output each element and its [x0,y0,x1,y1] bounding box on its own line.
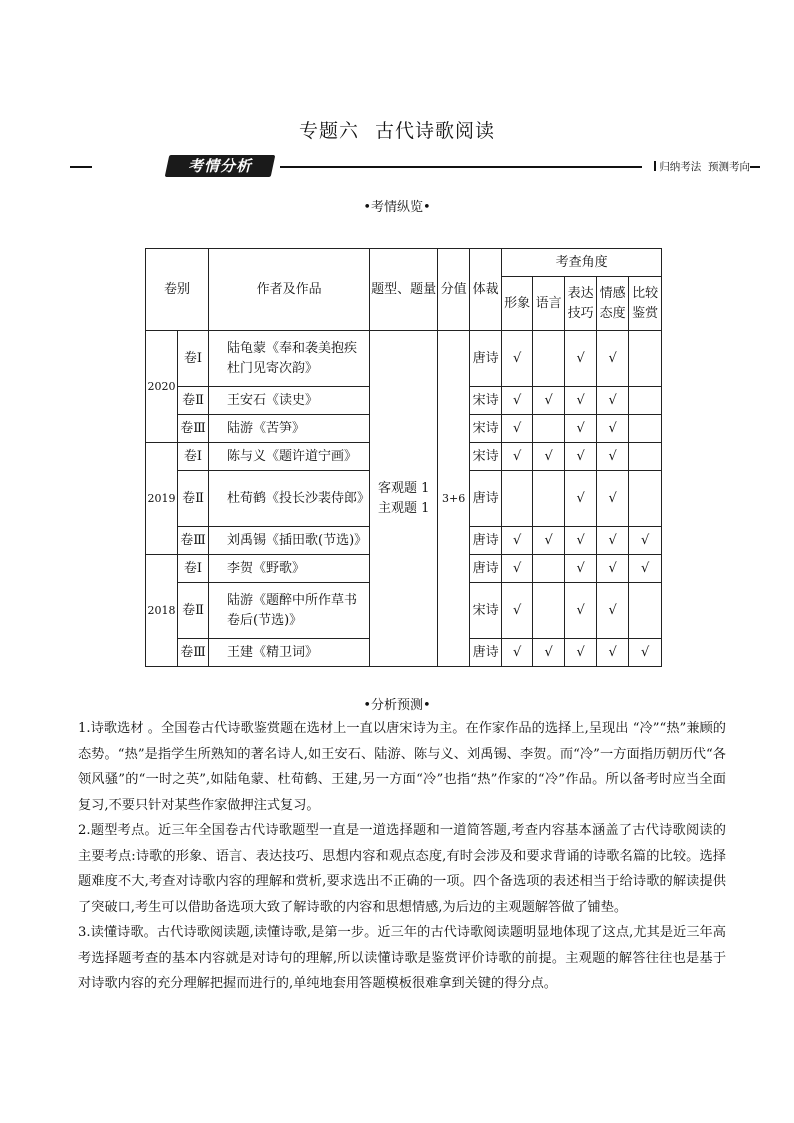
title-part2: 古代诗歌阅读 [375,120,496,142]
check-yuyan [533,415,565,443]
check-yuyan [533,555,565,583]
check-biaoda: √ [565,415,597,443]
check-yuyan: √ [533,639,565,667]
check-biaoda: √ [565,331,597,387]
ticai-cell: 宋诗 [470,443,502,471]
check-qinggan: √ [597,331,629,387]
check-yuyan: √ [533,387,565,415]
paragraph-1: 1.诗歌选材 。全国卷古代诗歌鉴赏题在选材上一直以唐宋诗为主。在作家作品的选择上,呈现出 “冷”“热”兼顾的态势。“热”是指学生所熟知的著名诗人,如王安石、陆游、陈与义、刘禹锡、李贺。而“冷”一方面指历朝历代“各领风骚”的“一时之英”,如陆龟蒙、杜荀鹤、王建,另一方面“冷”也指“热”作家的“冷”作品。所以备考时应当全面复习,不要只针对某些作家做押注式复习。 [78,721,726,813]
check-biaoda: √ [565,471,597,527]
check-bijiao [629,415,662,443]
juan-cell: 卷Ⅲ [178,527,209,555]
check-bijiao [629,331,662,387]
header-zuozhe: 作者及作品 [209,249,370,331]
check-xingxiang [502,471,533,527]
check-bijiao: √ [629,527,662,555]
header-juanbie: 卷别 [146,249,209,331]
check-yuyan: √ [533,527,565,555]
check-qinggan: √ [597,639,629,667]
check-biaoda: √ [565,527,597,555]
check-biaoda: √ [565,555,597,583]
check-biaoda: √ [565,583,597,639]
juan-cell: 卷Ⅲ [178,639,209,667]
work-cell: 刘禹锡《插田歌(节选)》 [209,527,370,555]
juan-cell: 卷Ⅱ [178,387,209,415]
header-yuyan: 语言 [533,277,565,331]
check-xingxiang: √ [502,583,533,639]
year-cell: 2018 [146,555,178,667]
header-xingxiang: 形象 [502,277,533,331]
banner-line [280,166,642,168]
check-xingxiang: √ [502,415,533,443]
ticai-cell: 唐诗 [470,639,502,667]
header-qinggan: 情感态度 [597,277,629,331]
banner-tail-line [750,166,760,168]
fenzhi-cell: 3+6 [438,331,470,667]
check-xingxiang: √ [502,555,533,583]
paragraph-3: 3.读懂诗歌。古代诗歌阅读题,读懂诗歌,是第一步。近三年的古代诗歌阅读题明显地体现了这点,尤其是近三年高考选择题考查的基本内容就是对诗句的理解,所以读懂诗歌是鉴赏评价诗歌的前提。主观题的解答往往也是基于对诗歌内容的充分理解把握而进行的,单纯地套用答题模板很难拿到关键的得分点。 [78,925,726,991]
work-cell: 陆游《题醉中所作草书卷后(节选)》 [209,583,370,639]
check-yuyan: √ [533,443,565,471]
check-bijiao [629,583,662,639]
work-cell: 王安石《读史》 [209,387,370,415]
check-biaoda: √ [565,639,597,667]
work-cell: 李贺《野歌》 [209,555,370,583]
check-qinggan: √ [597,443,629,471]
check-qinggan: √ [597,527,629,555]
juan-cell: 卷Ⅰ [178,331,209,387]
check-qinggan: √ [597,583,629,639]
paragraph-2: 2.题型考点。近三年全国卷古代诗歌题型一直是一道选择题和一道简答题,考查内容基本涵盖了古代诗歌阅读的主要考点:诗歌的形象、语言、表达技巧、思想内容和观点态度,有时会涉及和要求背诵的诗歌名篇的比较。选择题难度不大,考查对诗歌内容的理解和赏析,要求选出不正确的一项。四个备选项的表述相当于给诗歌的解读提供了突破口,考生可以借助备选项大致了解诗歌的内容和思想情感,为后边的主观题解答做了铺垫。 [78,823,726,915]
header-tixing: 题型、题量 [370,249,438,331]
check-xingxiang: √ [502,527,533,555]
header-fenzhi: 分值 [438,249,470,331]
check-qinggan: √ [597,415,629,443]
ticai-cell: 唐诗 [470,471,502,527]
check-yuyan [533,331,565,387]
check-biaoda: √ [565,443,597,471]
banner-right2: 预测考向 [708,161,750,173]
title-part1: 专题六 [298,120,359,142]
check-qinggan: √ [597,387,629,415]
ticai-cell: 宋诗 [470,415,502,443]
analysis-paragraphs [78,716,726,997]
table-row [146,331,662,387]
check-bijiao [629,471,662,527]
check-bijiao: √ [629,639,662,667]
check-bijiao [629,443,662,471]
check-biaoda: √ [565,387,597,415]
work-cell: 杜荀鹤《投长沙裴侍郎》 [209,471,370,527]
check-xingxiang: √ [502,387,533,415]
juan-cell: 卷Ⅰ [178,443,209,471]
juan-cell: 卷Ⅱ [178,583,209,639]
juan-cell: 卷Ⅱ [178,471,209,527]
check-qinggan: √ [597,471,629,527]
juan-cell: 卷Ⅰ [178,555,209,583]
ticai-cell: 唐诗 [470,555,502,583]
exam-table [145,248,662,667]
work-cell: 王建《精卫词》 [209,639,370,667]
banner-right1: 归纳考法 [659,161,702,173]
banner-tag-text: 考情分析 [187,157,252,175]
tixing-cell: 客观题 1 主观题 1 [370,331,438,667]
section-banner [70,155,760,179]
section-heading-analysis: •分析预测• [363,698,431,713]
ticai-cell: 唐诗 [470,331,502,387]
banner-right-text [651,159,750,174]
header-ticai: 体裁 [470,249,502,331]
check-qinggan: √ [597,555,629,583]
banner-lead-line [70,166,92,168]
section-heading-overview: •考情纵览• [363,200,431,215]
check-yuyan [533,583,565,639]
ticai-cell: 宋诗 [470,387,502,415]
header-jiaodu: 考查角度 [502,249,662,277]
check-xingxiang: √ [502,639,533,667]
work-cell: 陆游《苦笋》 [209,415,370,443]
check-yuyan [533,471,565,527]
ticai-cell: 唐诗 [470,527,502,555]
ticai-cell: 宋诗 [470,583,502,639]
year-cell: 2020 [146,331,178,443]
juan-cell: 卷Ⅲ [178,415,209,443]
header-biaoda: 表达技巧 [565,277,597,331]
check-xingxiang: √ [502,331,533,387]
banner-tag [165,155,276,177]
page-title [0,116,794,143]
work-cell: 陈与义《题许道宁画》 [209,443,370,471]
header-bijiao: 比较鉴赏 [629,277,662,331]
check-bijiao: √ [629,555,662,583]
check-xingxiang: √ [502,443,533,471]
check-bijiao [629,387,662,415]
year-cell: 2019 [146,443,178,555]
work-cell: 陆龟蒙《奉和袭美抱疾杜门见寄次韵》 [209,331,370,387]
